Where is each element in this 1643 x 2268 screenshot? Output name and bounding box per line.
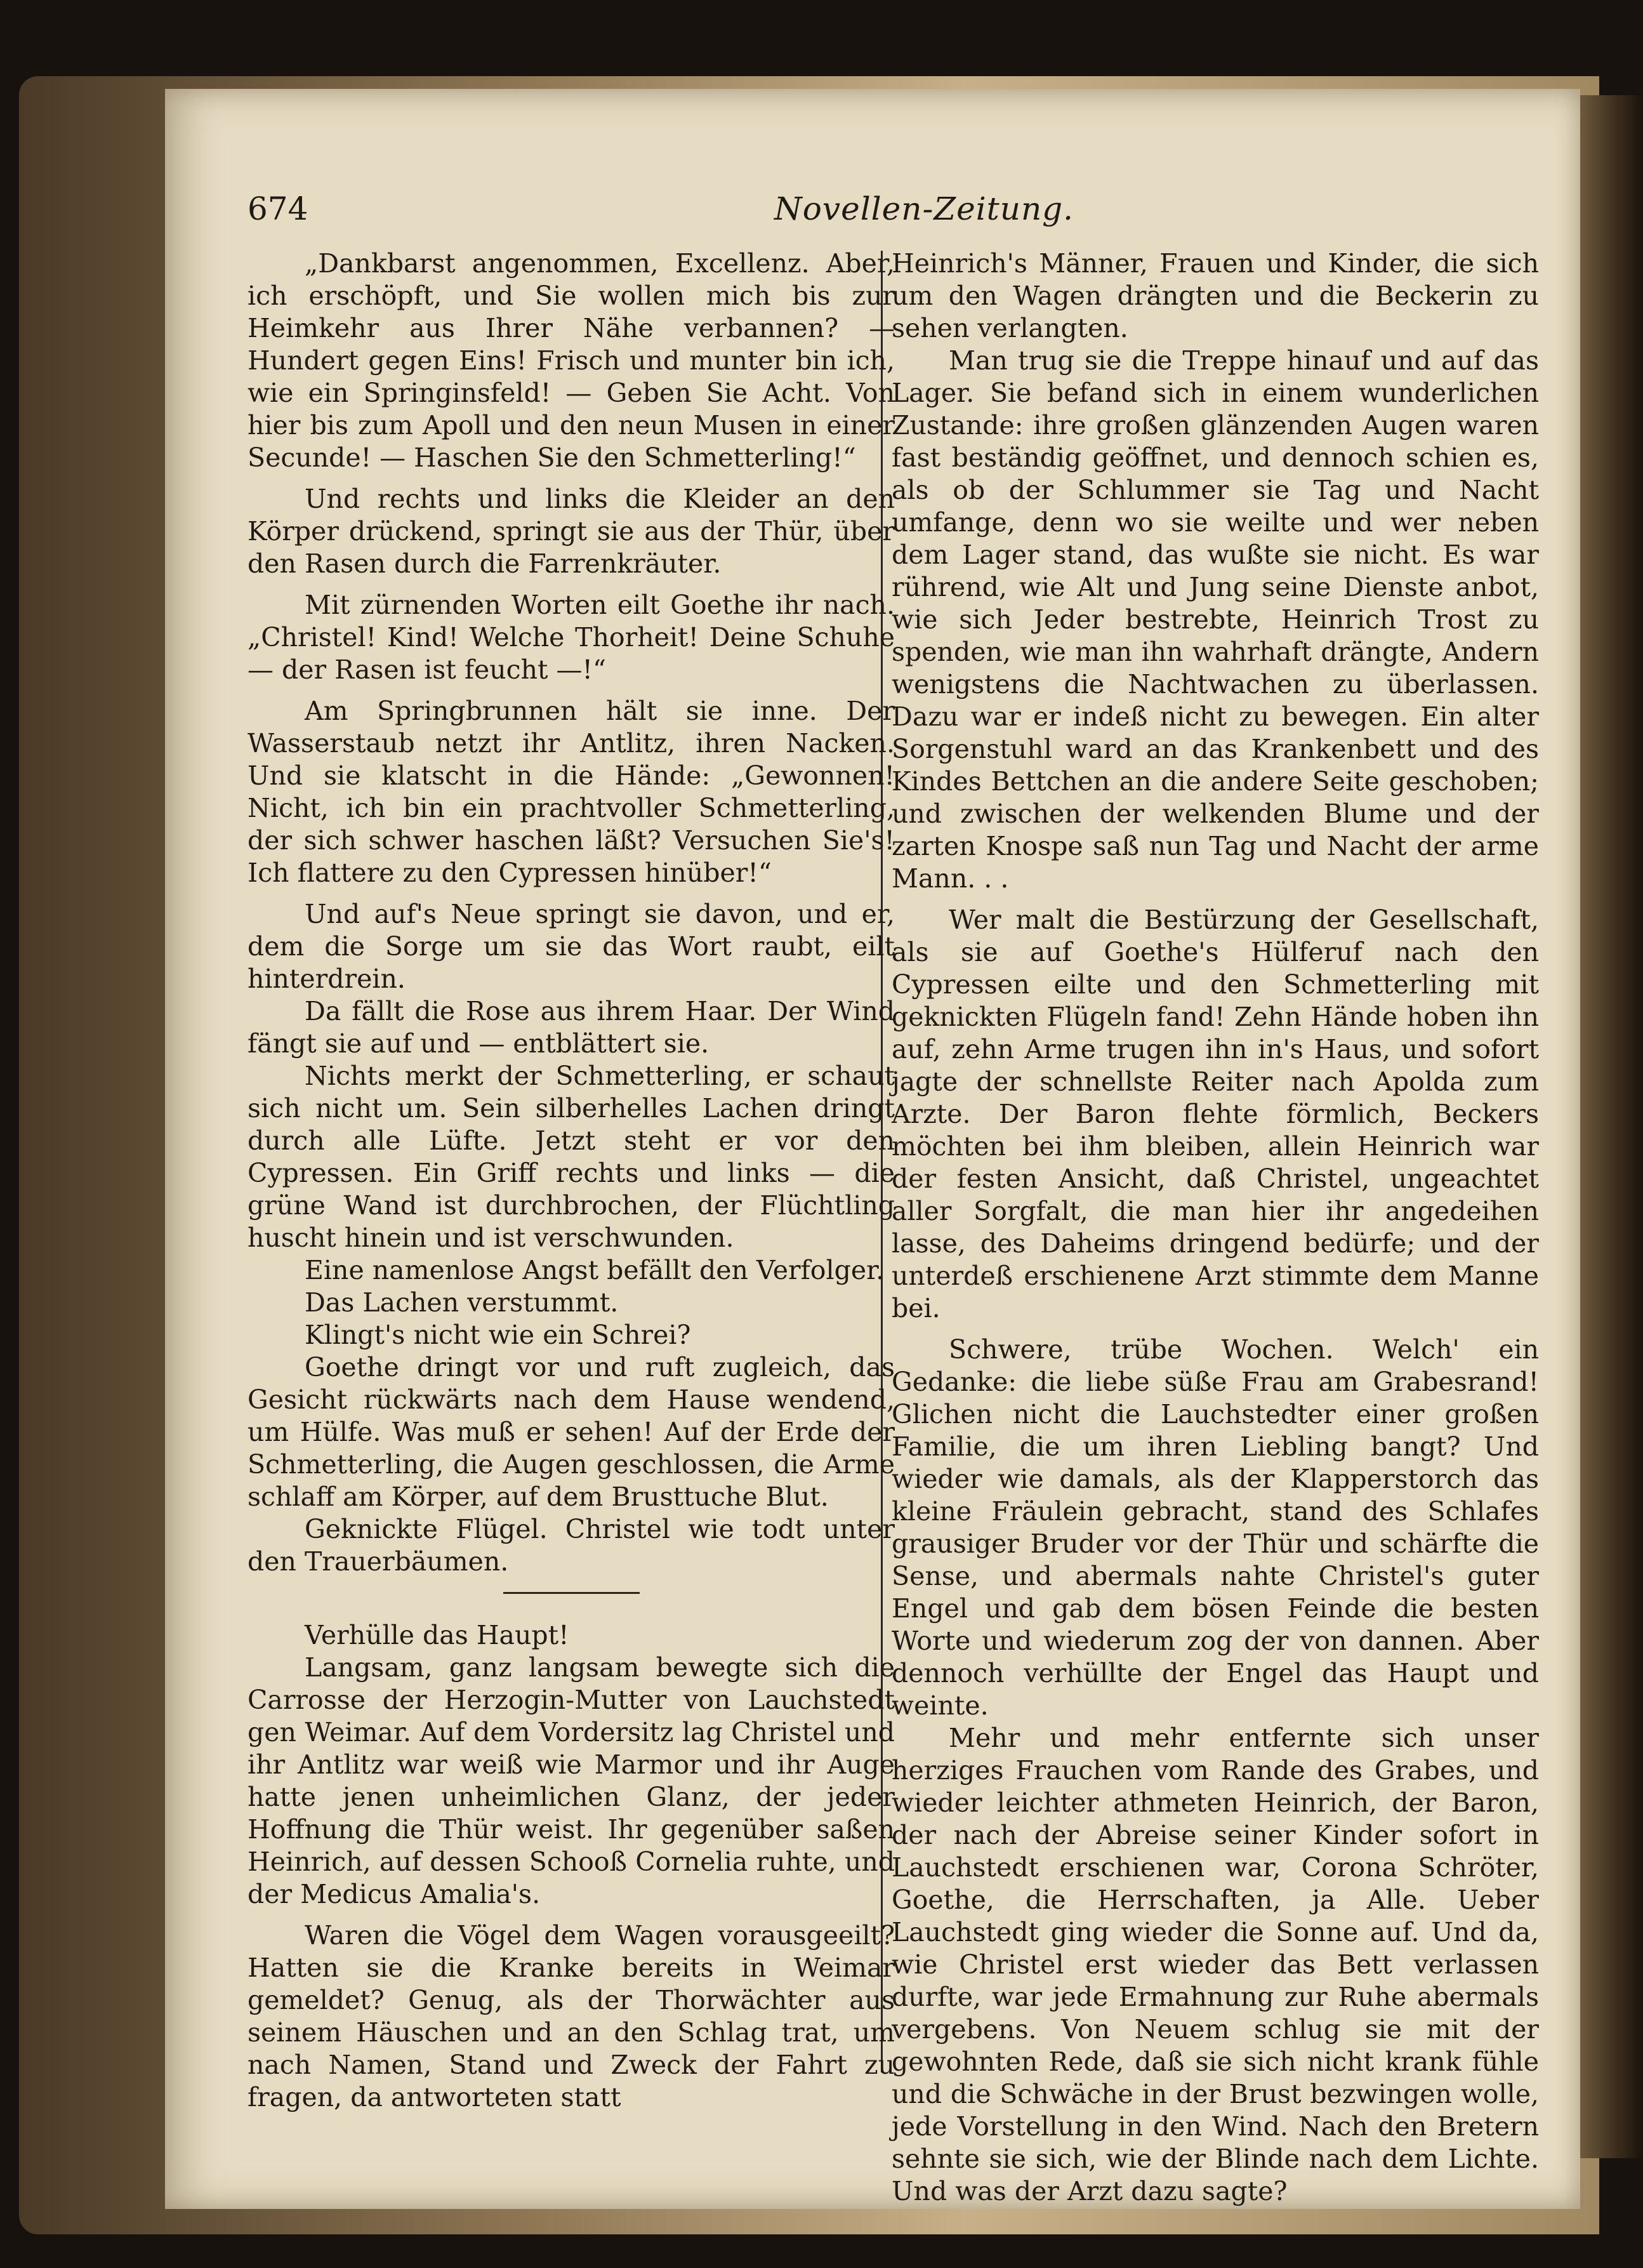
left-column <box>247 248 895 2114</box>
paragraph: Das Lachen verstummt. <box>305 1287 619 1318</box>
paragraph: Da fällt die Rose aus ihrem Haar. Der Wind fängt sie auf und — entblättert sie. <box>247 996 895 1059</box>
paragraph: Heinrich's Männer, Frauen und Kinder, die sich um den Wagen drängten und die Beckerin zu sehen verlangten. <box>892 248 1539 343</box>
page-number: 674 <box>247 190 308 227</box>
paragraph: „Dankbarst angenommen, Excellenz. Aber, ich erschöpft, und Sie wollen mich bis zur Heimkehr aus Ihrer Nähe verbannen? — Hundert gegen Eins! Frisch und munter bin ich, wie ein Springinsfeld! — Geben Sie Acht. Von hier bis zum Apoll und den neun Musen in einer Secunde! — Haschen Sie den Schmetterling!“ <box>247 248 895 473</box>
book-page <box>165 89 1580 2209</box>
paragraph: Klingt's nicht wie ein Schrei? <box>305 1320 691 1350</box>
paragraph: Eine namenlose Angst befällt den Verfolger. <box>305 1255 885 1285</box>
paragraph: Mit zürnenden Worten eilt Goethe ihr nach. „Christel! Kind! Welche Thorheit! Deine Schuhe — der Rasen ist feucht —!“ <box>247 590 895 685</box>
facing-page-edge <box>1580 95 1643 2158</box>
paragraph: Und auf's Neue springt sie davon, und er, dem die Sorge um sie das Wort raubt, eilt hinterdrein. <box>247 899 895 994</box>
paragraph: Mehr und mehr entfernte sich unser herziges Frauchen vom Rande des Grabes, und wieder leichter athmeten Heinrich, der Baron, der nach der Abreise seiner Kinder sofort in Lauchstedt erschienen war, Corona Schröter, Goethe, die Herrschaften, ja Alle. Ueber Lauchstedt ging wieder die Sonne auf. Und da, wie Christel erst wieder das Bett verlassen durfte, war jede Ermahnung zur Ruhe abermals vergebens. Von Neuem schlug sie mit der gewohnten Rede, daß sie sich nicht krank fühle und die Schwäche in der Brust bezwingen wolle, jede Vorstellung in den Wind. Nach den Bretern sehnte sie sich, wie der Blinde nach dem Lichte. Und was der Arzt dazu sagte? <box>892 1723 1539 2206</box>
paragraph: Geknickte Flügel. Christel wie todt unter den Trauerbäumen. <box>247 1514 895 1577</box>
paragraph: Verhülle das Haupt! <box>305 1620 569 1650</box>
paragraph: Schwere, trübe Wochen. Welch' ein Gedanke: die liebe süße Frau am Grabesrand! Glichen nicht die Lauchstedter einer großen Familie, die um ihren Liebling bangt? Und wieder wie damals, als der Klapperstorch das kleine Fräulein gebracht, stand des Schlafes grausiger Bruder vor der Thür und schärfte die Sense, und abermals nahte Christel's guter Engel und gab dem bösen Feinde die besten Worte und wiederum zog der von dannen. Aber dennoch verhüllte der Engel das Haupt und weinte. <box>892 1334 1539 1721</box>
paragraph: Wer malt die Bestürzung der Gesellschaft, als sie auf Goethe's Hülferuf nach den Cypressen eilte und den Schmetterling mit geknickten Flügeln fand! Zehn Hände hoben ihn auf, zehn Arme trugen ihn in's Haus, und sofort jagte der schnellste Reiter nach Apolda zum Arzte. Der Baron flehte förmlich, Beckers möchten bei ihm bleiben, allein Heinrich war der festen Ansicht, daß Christel, ungeachtet aller Sorgfalt, die man hier ihr angedeihen lasse, des Daheims dringend bedürfe; und der unterdeß erschienene Arzt stimmte dem Manne bei. <box>892 905 1539 1323</box>
paragraph: Waren die Vögel dem Wagen vorausgeeilt? Hatten sie die Kranke bereits in Weimar gemeldet? Genug, als der Thorwächter aus seinem Häuschen und an den Schlag trat, um nach Namen, Stand und Zweck der Fahrt zu fragen, da antworteten statt <box>247 1920 895 2112</box>
paragraph: Langsam, ganz langsam bewegte sich die Carrosse der Herzogin-Mutter von Lauchstedt gen Weimar. Auf dem Vordersitz lag Christel und ihr Antlitz war weiß wie Marmor und ihr Auge hatte jenen unheimlichen Glanz, der jeder Hoffnung die Thür weist. Ihr gegenüber saßen Heinrich, auf dessen Schooß Cornelia ruhte, und der Medicus Amalia's. <box>247 1652 895 1909</box>
right-column <box>892 248 1539 2208</box>
paragraph: Goethe dringt vor und ruft zugleich, das Gesicht rückwärts nach dem Hause wendend, um Hülfe. Was muß er sehen! Auf der Erde der Schmetterling, die Augen geschlossen, die Arme schlaff am Körper, auf dem Brusttuche Blut. <box>247 1352 895 1512</box>
paragraph: Am Springbrunnen hält sie inne. Der Wasserstaub netzt ihr Antlitz, ihren Nacken. Und sie klatscht in die Hände: „Gewonnen! Nicht, ich bin ein prachtvoller Schmetterling, der sich schwer haschen läßt? Versuchen Sie's! Ich flattere zu den Cypressen hinüber!“ <box>247 696 895 888</box>
section-rule <box>503 1592 640 1594</box>
paragraph: Man trug sie die Treppe hinauf und auf das Lager. Sie befand sich in einem wunderlichen Zustande: ihre großen glänzenden Augen waren fast beständig geöffnet, und dennoch schien es, als ob der Schlummer sie Tag und Nacht umfange, denn wo sie weilte und wer neben dem Lager stand, das wußte sie nicht. Es war rührend, wie Alt und Jung seine Dienste anbot, wie sich Jeder bestrebte, Heinrich Trost zu spenden, wie man ihn wahrhaft drängte, Andern wenigstens die Nachtwachen zu überlassen. Dazu war er indeß nicht zu bewegen. Ein alter Sorgenstuhl ward an das Krankenbett und des Kindes Bettchen an die andere Seite geschoben; und zwischen der welkenden Blume und der zarten Knospe saß nun Tag und Nacht der arme Mann. . . <box>892 345 1539 894</box>
page-header <box>165 184 1517 248</box>
running-title: Novellen-Zeitung. <box>774 190 1074 227</box>
paragraph: Nichts merkt der Schmetterling, er schaut sich nicht um. Sein silberhelles Lachen dringt durch alle Lüfte. Jetzt steht er vor den Cypressen. Ein Griff rechts und links — die grüne Wand ist durchbrochen, der Flüchtling huscht hinein und ist verschwunden. <box>247 1061 895 1253</box>
paragraph: Und rechts und links die Kleider an den Körper drückend, springt sie aus der Thür, über den Rasen durch die Farrenkräuter. <box>247 484 895 579</box>
